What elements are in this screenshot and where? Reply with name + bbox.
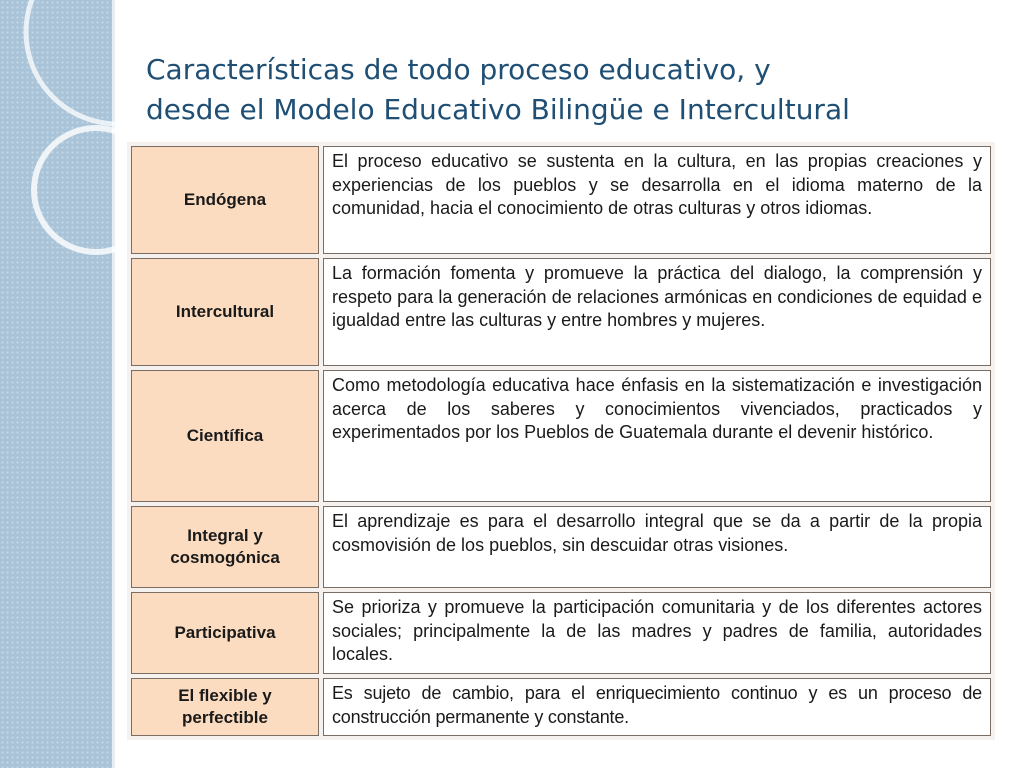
slide-title	[146, 50, 1006, 130]
table-row	[131, 592, 991, 674]
row-description-cell	[323, 506, 991, 588]
row-description: La formación fomenta y promueve la práctica del dialogo, la comprensión y respeto para la generación de relaciones armónicas en condiciones de equidad e igualdad entre las culturas y entre hombres y mujeres.	[332, 263, 982, 330]
row-label-cell	[131, 592, 319, 674]
row-label: El flexible y perfectible	[178, 686, 272, 727]
decorative-ring-large	[26, 0, 115, 124]
table-row	[131, 146, 991, 254]
row-description: Como metodología educativa hace énfasis en la sistematización e investigación acerca de los saberes y conocimientos vivenciados, practicados y experimentados por los Pueblos de Guatemala durante el devenir histórico.	[332, 375, 982, 442]
row-description: El aprendizaje es para el desarrollo integral que se da a partir de la propia cosmovisión de los pueblos, sin descuidar otras visiones.	[332, 511, 982, 555]
characteristics-table-frame	[127, 142, 995, 740]
decorative-ring-small	[34, 128, 115, 252]
table-row	[131, 678, 991, 736]
row-label: Integral y cosmogónica	[170, 526, 280, 567]
row-label-cell	[131, 506, 319, 588]
decorative-circles	[0, 0, 115, 300]
table-row	[131, 258, 991, 366]
row-description-cell	[323, 258, 991, 366]
row-label-cell	[131, 146, 319, 254]
row-description-cell	[323, 592, 991, 674]
row-description: Se prioriza y promueve la participación comunitaria y de los diferentes actores sociales; principalmente la de las madres y padres de familia, autoridades locales.	[332, 597, 982, 664]
row-label: Endógena	[183, 190, 267, 209]
row-label: Participativa	[174, 623, 276, 642]
row-description-cell	[323, 678, 991, 736]
slide-title-line-1: Características de todo proceso educativo, y	[146, 53, 771, 86]
characteristics-table	[127, 142, 995, 740]
row-label: Intercultural	[175, 302, 275, 321]
table-row	[131, 370, 991, 502]
row-description-cell	[323, 370, 991, 502]
row-label: Científica	[186, 426, 264, 445]
row-description: El proceso educativo se sustenta en la cultura, en las propias creaciones y experiencias de los pueblos y se desarrolla en el idioma materno de la comunidad, hacia el conocimiento de otras culturas y otros idiomas.	[332, 151, 982, 218]
row-label-cell	[131, 370, 319, 502]
table-row	[131, 506, 991, 588]
slide-title-line-2: desde el Modelo Educativo Bilingüe e Intercultural	[146, 93, 850, 126]
row-description-cell	[323, 146, 991, 254]
row-label-cell	[131, 678, 319, 736]
row-label-cell	[131, 258, 319, 366]
row-description: Es sujeto de cambio, para el enriquecimiento continuo y es un proceso de construcción permanente y constante.	[332, 683, 982, 727]
